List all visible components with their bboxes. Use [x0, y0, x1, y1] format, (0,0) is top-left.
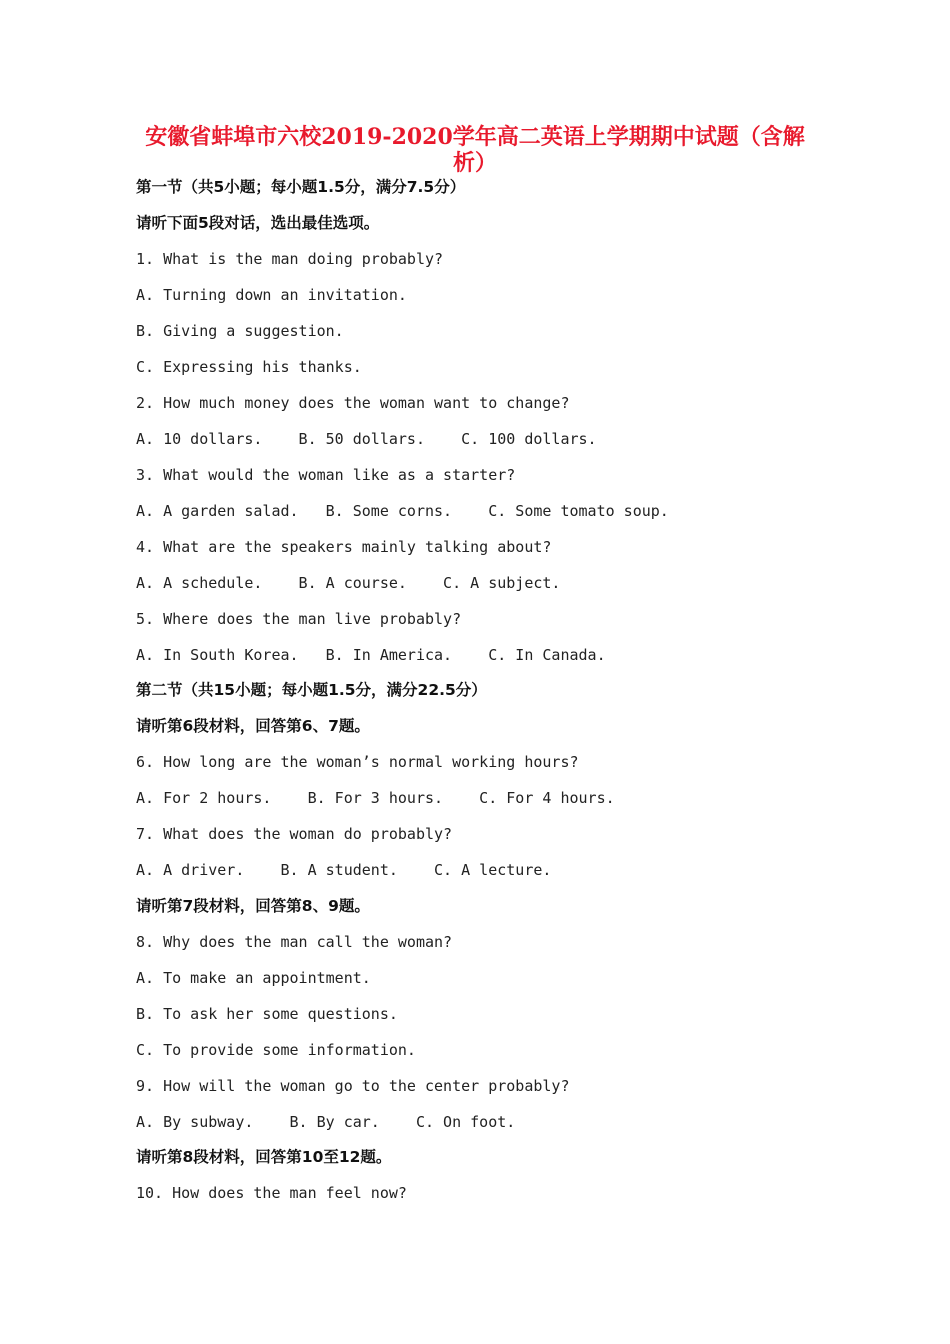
answer-option: A. Turning down an invitation.: [136, 286, 407, 304]
answer-options: A. In South Korea. B. In America. C. In Canada.: [136, 646, 606, 664]
answer-option: C. To provide some information.: [136, 1041, 416, 1059]
question: 6. How long are the woman’s normal working hours?: [136, 753, 579, 771]
question: 4. What are the speakers mainly talking about?: [136, 538, 552, 556]
question: 2. How much money does the woman want to change?: [136, 394, 570, 412]
question: 1. What is the man doing probably?: [136, 250, 444, 268]
instruction: 请听第7段材料，回答第8、9题。: [136, 897, 370, 915]
section-heading: 第一节（共5小题；每小题1.5分，满分7.5分）: [136, 178, 466, 196]
question: 5. Where does the man live probably?: [136, 610, 462, 628]
answer-option: B. To ask her some questions.: [136, 1005, 398, 1023]
answer-option: C. Expressing his thanks.: [136, 358, 362, 376]
question: 8. Why does the man call the woman?: [136, 933, 453, 951]
instruction: 请听第6段材料，回答第6、7题。: [136, 717, 370, 735]
instruction: 请听第8段材料，回答第10至12题。: [136, 1148, 392, 1166]
question: 10. How does the man feel now?: [136, 1184, 407, 1202]
section-heading: 第二节（共15小题；每小题1.5分，满分22.5分）: [136, 681, 487, 699]
answer-options: A. A driver. B. A student. C. A lecture.: [136, 861, 552, 879]
document-title-line-1: 安徽省蚌埠市六校2019-2020学年高二英语上学期期中试题（含解: [145, 124, 805, 150]
answer-options: A. 10 dollars. B. 50 dollars. C. 100 dollars.: [136, 430, 597, 448]
question: 7. What does the woman do probably?: [136, 825, 453, 843]
document-title-line-2: 析）: [452, 150, 497, 176]
answer-options: A. By subway. B. By car. C. On foot.: [136, 1113, 516, 1131]
answer-option: B. Giving a suggestion.: [136, 322, 344, 340]
question: 3. What would the woman like as a starter?: [136, 466, 516, 484]
answer-option: A. To make an appointment.: [136, 969, 371, 987]
question: 9. How will the woman go to the center probably?: [136, 1077, 570, 1095]
answer-options: A. For 2 hours. B. For 3 hours. C. For 4 hours.: [136, 789, 615, 807]
instruction: 请听下面5段对话，选出最佳选项。: [136, 214, 380, 232]
answer-options: A. A schedule. B. A course. C. A subject.: [136, 574, 561, 592]
answer-options: A. A garden salad. B. Some corns. C. Some tomato soup.: [136, 502, 669, 520]
